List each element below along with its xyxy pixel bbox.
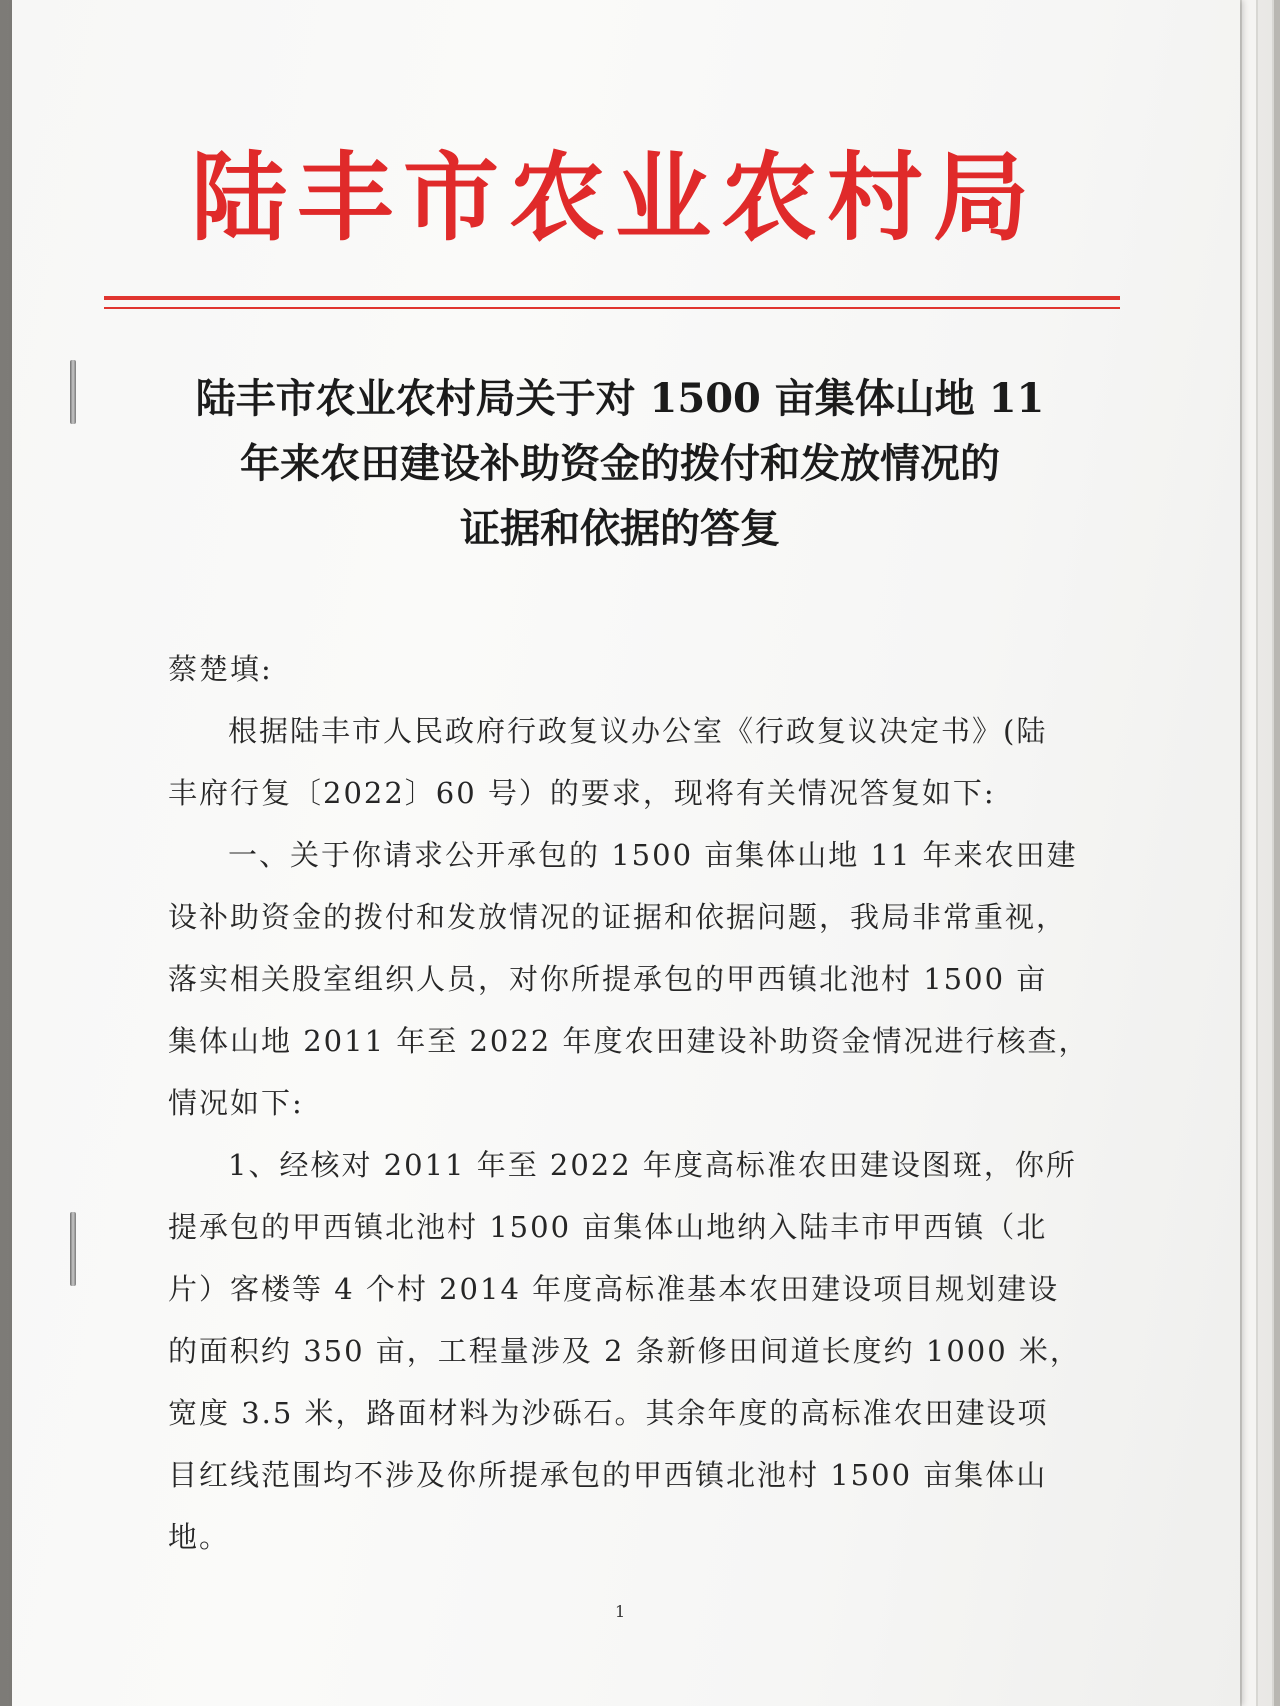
letterhead-rule-thin [104, 307, 1120, 309]
body-line: 片）客楼等 4 个村 2014 年度高标准基本农田建设项目规划建设 [168, 1272, 1060, 1306]
letterhead-rule [104, 296, 1120, 300]
staple [70, 1212, 76, 1286]
title-line: 年来农田建设补助资金的拨付和发放情况的 [240, 440, 1000, 487]
body-line: 丰府行复〔2022〕60 号）的要求，现将有关情况答复如下: [168, 776, 996, 810]
document-title [150, 366, 1090, 561]
body-line: 宽度 3.5 米，路面材料为沙砾石。其余年度的高标准农田建设项 [168, 1396, 1049, 1430]
body-line: 的面积约 350 亩，工程量涉及 2 条新修田间道长度约 1000 米， [168, 1334, 1081, 1368]
page-number: 1 [615, 1602, 626, 1621]
body-line: 设补助资金的拨付和发放情况的证据和依据问题，我局非常重视， [168, 900, 1068, 934]
body-line: 1、经核对 2011 年至 2022 年度高标准农田建设图斑，你所 [228, 1148, 1077, 1182]
body-line: 目红线范围均不涉及你所提承包的甲西镇北池村 1500 亩集体山 [168, 1458, 1048, 1492]
body-line: 情况如下: [168, 1086, 304, 1120]
body-line: 根据陆丰市人民政府行政复议办公室《行政复议决定书》(陆 [228, 714, 1048, 748]
body-line: 提承包的甲西镇北池村 1500 亩集体山地纳入陆丰市甲西镇（北 [168, 1210, 1048, 1244]
body-line: 一、关于你请求公开承包的 1500 亩集体山地 11 年来农田建 [228, 838, 1078, 872]
staple [70, 360, 76, 424]
letterhead-title: 陆丰市农业农村局 [191, 141, 1039, 254]
body-line: 落实相关股室组织人员，对你所提承包的甲西镇北池村 1500 亩 [168, 962, 1048, 996]
title-line: 证据和依据的答复 [460, 505, 780, 552]
body-line: 集体山地 2011 年至 2022 年度农田建设补助资金情况进行核查， [168, 1024, 1090, 1058]
title-line: 陆丰市农业农村局关于对 1500 亩集体山地 11 [195, 375, 1045, 422]
document-body [168, 638, 1088, 1568]
salutation: 蔡楚填: [168, 652, 273, 686]
body-line: 地。 [168, 1520, 231, 1554]
